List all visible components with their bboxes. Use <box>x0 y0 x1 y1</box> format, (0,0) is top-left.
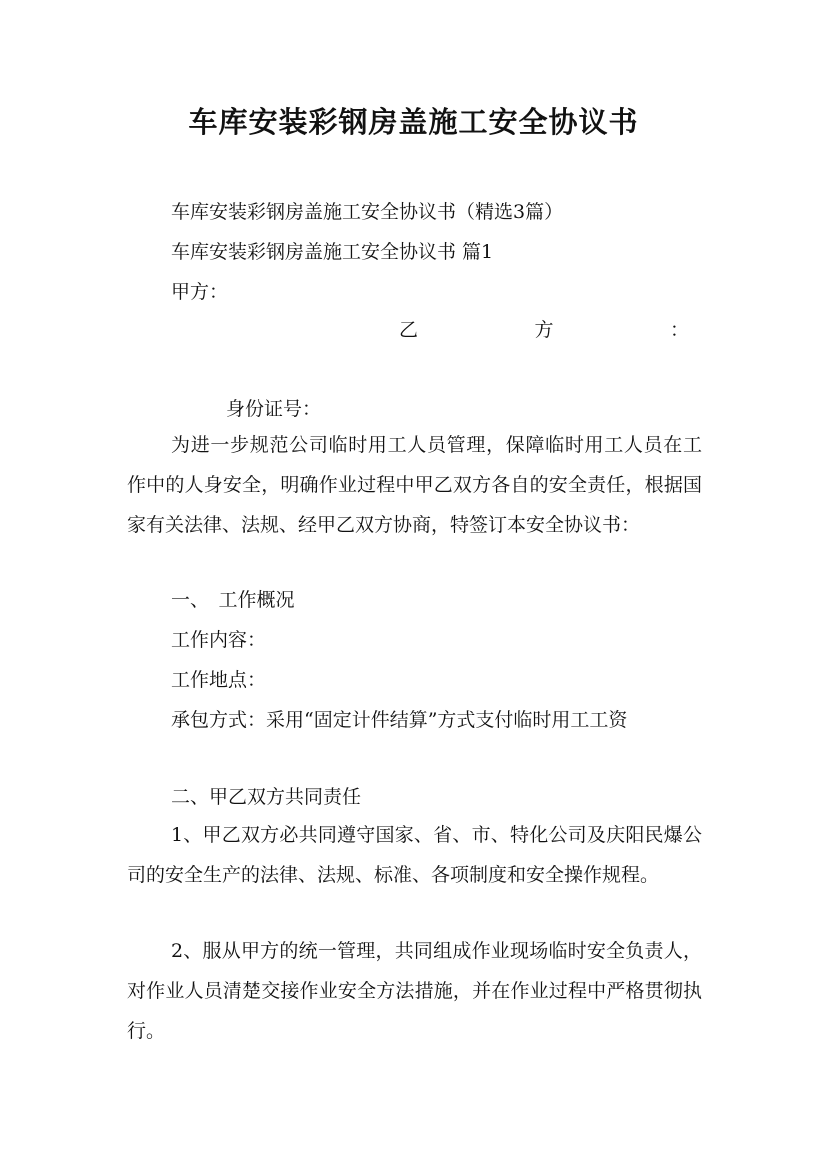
contract-method-paragraph: 承包方式：采用“固定计件结算”方式支付临时用工工资 <box>171 709 628 731</box>
work-content-label: 工作内容： <box>171 629 267 651</box>
document-title: 车库安装彩钢房盖施工安全协议书 <box>188 105 639 139</box>
item1-paragraph: 1、甲乙双方必共同遵守国家、省、市、特化公司及庆阳民爆公司的安全生产的法律、法规、标准、各项制度和安全操作规程。 <box>127 824 702 886</box>
party-b-char2: 方 <box>534 319 554 341</box>
section2-heading: 二、甲乙双方共同责任 <box>171 786 362 808</box>
document-subtitle: 车库安装彩钢房盖施工安全协议书（精选3篇） <box>171 201 564 223</box>
item2-paragraph: 2、服从甲方的统一管理，共同组成作业现场临时安全负责人，对作业人员清楚交接作业安全方法措施，并在作业过程中严格贯彻执行。 <box>127 940 702 1042</box>
article-heading: 车库安装彩钢房盖施工安全协议书 篇1 <box>171 241 494 263</box>
party-b-colon: ： <box>669 319 689 341</box>
id-number-label: 身份证号： <box>226 398 322 420</box>
party-a-label: 甲方： <box>171 281 229 303</box>
party-b-char1: 乙 <box>399 319 419 341</box>
party-b-label <box>399 316 689 344</box>
intro-paragraph: 为进一步规范公司临时用工人员管理，保障临时用工人员在工作中的人身安全，明确作业过程中甲乙双方各自的安全责任，根据国家有关法律、法规、经甲乙双方协商，特签订本安全协议书： <box>127 434 702 536</box>
section1-heading: 一、 工作概况 <box>171 589 295 611</box>
work-location-label: 工作地点： <box>171 669 267 691</box>
